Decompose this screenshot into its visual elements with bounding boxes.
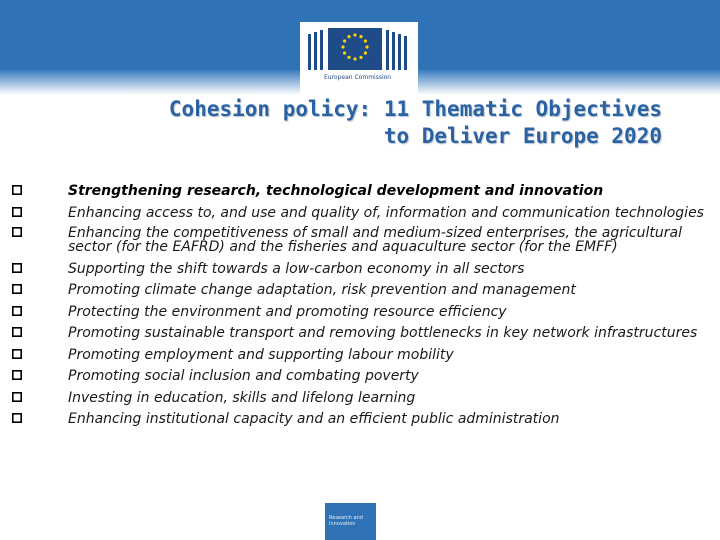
list-item	[10, 226, 710, 254]
checkbox-bullet-icon	[12, 327, 22, 337]
title-line-2: to Deliver Europe 2020	[383, 124, 662, 148]
objective-text: Promoting climate change adaptation, risk prevention and management	[68, 282, 576, 298]
thematic-objectives-list	[10, 184, 710, 434]
checkbox-bullet-icon	[12, 207, 22, 217]
objective-text: Promoting employment and supporting labour mobility	[68, 346, 454, 363]
list-item	[10, 391, 710, 405]
checkbox-bullet-icon	[12, 263, 22, 273]
logo-text: European Commission	[324, 74, 392, 81]
footer-label: Research and Innovation	[329, 515, 363, 527]
checkbox-bullet-icon	[12, 370, 22, 380]
objective-text: Strengthening research, technological development and innovation	[68, 183, 604, 199]
checkbox-bullet-icon	[12, 349, 22, 359]
footer-badge	[325, 503, 376, 540]
objective-text: Enhancing access to, and use and quality of, information and communication technologies	[68, 204, 704, 221]
checkbox-bullet-icon	[12, 227, 22, 237]
objective-text: Supporting the shift towards a low-carbon economy in all sectors	[68, 260, 525, 277]
checkbox-bullet-icon	[12, 284, 22, 294]
european-commission-logo	[300, 22, 418, 98]
checkbox-bullet-icon	[12, 185, 22, 195]
checkbox-bullet-icon	[12, 413, 22, 423]
page-title	[60, 96, 662, 150]
list-item	[10, 305, 710, 319]
title-line-1: Cohesion policy: 11 Thematic Objectives	[168, 97, 662, 121]
objective-text: Promoting social inclusion and combating poverty	[68, 368, 419, 384]
list-item	[10, 206, 710, 220]
objective-text: Investing in education, skills and lifelong learning	[68, 389, 416, 406]
objective-text: Protecting the environment and promoting resource efficiency	[68, 303, 507, 320]
objective-text: Promoting sustainable transport and removing bottlenecks in key network infrastructures	[68, 325, 698, 341]
list-item	[10, 184, 710, 198]
checkbox-bullet-icon	[12, 392, 22, 402]
checkbox-bullet-icon	[12, 306, 22, 316]
list-item	[10, 348, 710, 362]
objective-text: Enhancing the competitiveness of small and medium-sized enterprises, the agricultural sector (for the EAFRD) and the fisheries and aquaculture sector (for the EMFF)	[68, 225, 682, 255]
commission-building-icon	[300, 22, 418, 74]
list-item	[10, 412, 710, 426]
list-item	[10, 369, 710, 383]
list-item	[10, 326, 710, 340]
objective-text: Enhancing institutional capacity and an efficient public administration	[68, 411, 560, 427]
list-item	[10, 283, 710, 297]
list-item	[10, 262, 710, 276]
